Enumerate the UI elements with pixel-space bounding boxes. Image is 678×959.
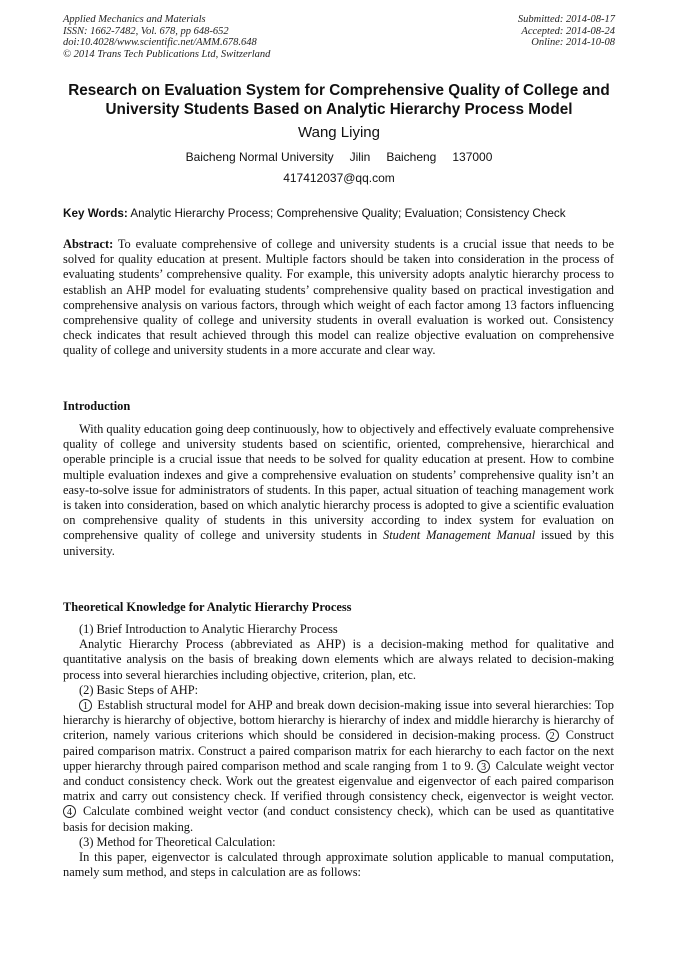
online-date: Online: 2014-10-08 xyxy=(531,37,615,48)
step-1-text: Establish structural model for AHP and break down decision-making issue into several hierarchies: Top hierarchy is hierarchy of objective, bottom hierarchy is hierarchy of index and middle hierarchy is hierarchy of criterion, namely various criterions which should be considered in decision-making process. xyxy=(63,698,614,743)
abstract xyxy=(63,237,614,359)
submitted-date: Submitted: 2014-08-17 xyxy=(517,14,615,25)
introduction-tail: issued by this university. xyxy=(63,528,614,558)
journal-issn: ISSN: 1662-7482, Vol. 678, pp 648-652 xyxy=(63,25,229,37)
theory-subheading-2: (2) Basic Steps of AHP: xyxy=(79,682,199,697)
step-2-marker: 2 xyxy=(546,729,559,742)
introduction-paragraph xyxy=(63,422,614,559)
abstract-text: To evaluate comprehensive of college and university students is a crucial issue that needs to be solved for quality education at present. Multiple factors should be taken into consideration in the process of evaluating students’ comprehensive quality. For example, this university adopts analytic hierarchy process to establish an AHP model for evaluating students’ comprehensive quality based on practical investigation and comprehensive analysis on various factors, through which weight of each factor among 13 factors influencing comprehensive quality of college and university students in overall evaluation is worked out. Consistency check indicates that result achieved through this model can realize objective evaluation on comprehensive quality of college and university students in a more accurate and clear way. xyxy=(63,237,614,358)
step-4-marker: 4 xyxy=(63,805,76,818)
journal-name: Applied Mechanics and Materials xyxy=(63,14,206,25)
theory-subheading-3: (3) Method for Theoretical Calculation: xyxy=(79,834,276,849)
theory-paragraph-3: In this paper, eigenvector is calculated through approximate solution applicable to manual computation, namely sum method, and steps in calculation are as follows: xyxy=(63,850,614,880)
introduction-heading: Introduction xyxy=(63,399,131,413)
journal-copyright: © 2014 Trans Tech Publications Ltd, Switzerland xyxy=(63,48,271,60)
step-4-text: Calculate combined weight vector (and conduct consistency check), which can be used as quantitative basis for decision making. xyxy=(63,804,614,834)
keywords-label: Key Words: xyxy=(63,207,128,220)
author-name: Wang Liying xyxy=(298,124,380,141)
journal-doi: doi:10.4028/www.scientific.net/AMM.678.648 xyxy=(63,37,257,48)
theory-subheading-1: (1) Brief Introduction to Analytic Hierarchy Process xyxy=(79,622,338,636)
keywords-text: Analytic Hierarchy Process; Comprehensive Quality; Evaluation; Consistency Check xyxy=(130,207,566,220)
theory-steps xyxy=(63,698,614,835)
journal-info xyxy=(63,14,270,60)
author-affiliation xyxy=(0,150,678,165)
step-1-marker: 1 xyxy=(79,699,92,712)
introduction-text: With quality education going deep continuously, how to objectively and effectively evaluate comprehensive quality of college and university students based on scientific, oriented, comprehensive, hierarchical and operable principle is a crucial issue that needs to be solved for quality education at present. How to combine multiple evaluation indexes and give a comprehensive evaluation on students’ comprehensive quality isn’t an easy-to-solve issue for administrators of students. In this paper, actual situation of teaching management work is taken into consideration, based on which analytic hierarchy process is adopted to give a scientific evaluation on comprehensive quality of students in this university according to index system for evaluation on comprehensive quality of college and university students in xyxy=(63,422,614,543)
affiliation-institution: Baicheng Normal University xyxy=(185,150,334,164)
affiliation-province: Jilin xyxy=(349,150,371,164)
theory-heading: Theoretical Knowledge for Analytic Hierarchy Process xyxy=(63,600,352,614)
submission-dates xyxy=(518,14,615,49)
step-3-text: Calculate weight vector and conduct consistency check. Work out the greatest eigenvalue and eigenvector of each paired comparison matrix and carry out consistency check. If verified through consistency check, eigenvector is weight vector. xyxy=(63,758,614,804)
affiliation-city: Baicheng xyxy=(386,150,437,164)
accepted-date: Accepted: 2014-08-24 xyxy=(521,25,615,37)
theory-section xyxy=(63,622,614,880)
manual-title: Student Management Manual xyxy=(383,528,536,543)
abstract-label: Abstract: xyxy=(63,237,114,251)
step-3-marker: 3 xyxy=(477,760,490,773)
affiliation-postcode: 137000 xyxy=(452,150,493,164)
theory-paragraph-1: Analytic Hierarchy Process (abbreviated as AHP) is a decision-making method for qualitative and quantitative analysis on the basis of breaking down elements which are always related to decision-making process into several hierarchies including objective, criterion, plan, etc. xyxy=(63,637,614,682)
paper-title: Research on Evaluation System for Comprehensive Quality of College and University Students Based on Analytic Hierarchy Process Model xyxy=(68,82,610,118)
keywords xyxy=(63,206,623,221)
step-2-text: Construct paired comparison matrix. Construct a paired comparison matrix for each hierarchy to each factor on the next upper hierarchy through paired comparison method and scale ranging from 1 to 9. xyxy=(63,728,614,773)
author-email: 417412037@qq.com xyxy=(283,171,395,185)
